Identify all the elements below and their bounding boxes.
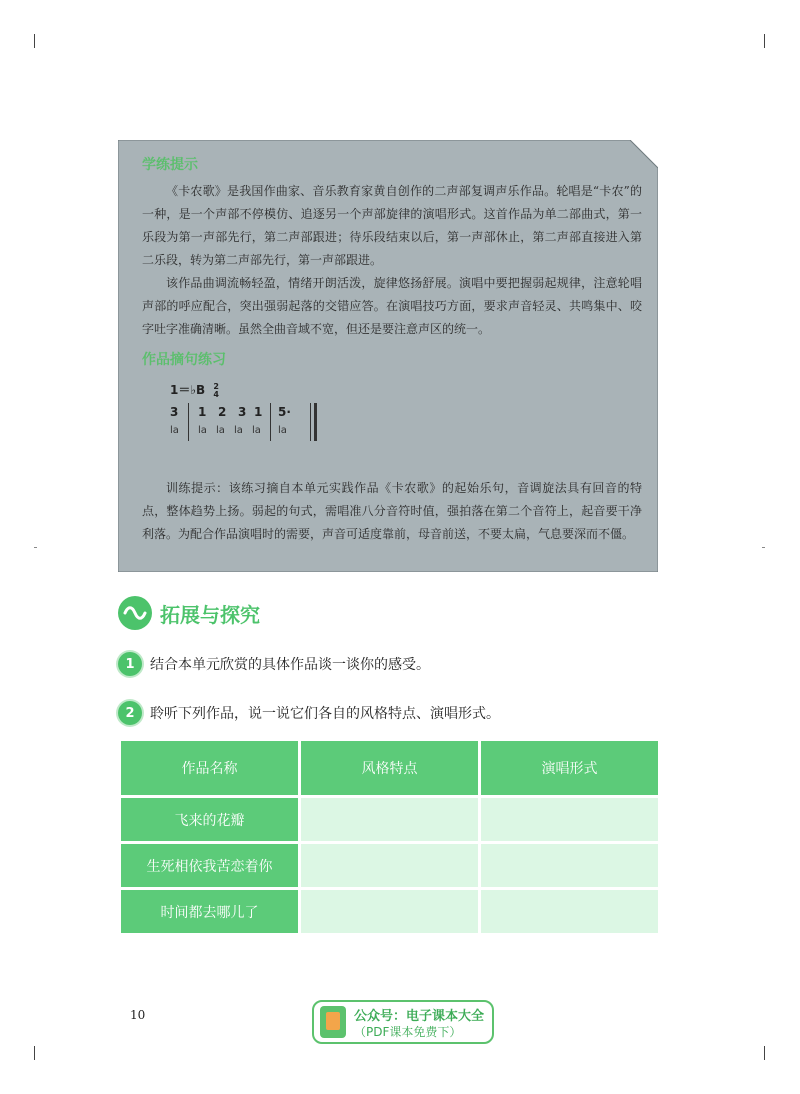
watermark-badge <box>312 1000 494 1044</box>
note: 5· <box>278 405 291 419</box>
explore-heading <box>118 595 260 631</box>
note: 3 <box>238 405 247 419</box>
table-row <box>121 890 658 933</box>
lyric: la <box>234 425 243 436</box>
crop-mark <box>762 547 765 548</box>
question-item <box>118 652 430 676</box>
work-name-cell: 时间都去哪儿了 <box>121 890 298 933</box>
excerpt-title: 作品摘句练习 <box>142 352 226 368</box>
study-hint-box <box>118 140 658 572</box>
question-number-badge: 1 <box>118 652 142 676</box>
final-bar-line <box>314 403 317 441</box>
lyric: la <box>252 425 261 436</box>
table-header-row <box>121 741 658 795</box>
bar-line <box>310 403 311 441</box>
note: 3 <box>170 405 179 419</box>
lyric: la <box>170 425 179 436</box>
form-answer-cell[interactable] <box>481 844 658 887</box>
music-notation <box>142 381 642 477</box>
style-answer-cell[interactable] <box>301 844 478 887</box>
crop-mark <box>764 1046 765 1060</box>
crop-mark <box>764 34 765 48</box>
work-name-cell: 生死相依我苦恋着你 <box>121 844 298 887</box>
badge-line-1: 公众号：电子课本大全 <box>354 1009 485 1024</box>
crop-mark <box>34 1046 35 1060</box>
column-header: 演唱形式 <box>481 741 658 795</box>
lyric: la <box>278 425 287 436</box>
question-text: 聆听下列作品，说一说它们各自的风格特点、演唱形式。 <box>150 706 500 722</box>
lyric: la <box>216 425 225 436</box>
question-text: 结合本单元欣赏的具体作品谈一谈你的感受。 <box>150 657 430 673</box>
bar-line <box>270 403 271 441</box>
column-header: 作品名称 <box>121 741 298 795</box>
question-number-badge: 2 <box>118 701 142 725</box>
explore-title: 拓展与探究 <box>160 602 260 627</box>
note: 1 <box>254 405 263 419</box>
page-number: 10 <box>130 1008 146 1022</box>
note: 1 <box>198 405 207 419</box>
form-answer-cell[interactable] <box>481 890 658 933</box>
book-icon <box>320 1006 346 1038</box>
table-row <box>121 844 658 887</box>
work-name-cell: 飞来的花瓣 <box>121 798 298 841</box>
wave-icon <box>118 596 152 630</box>
note: 2 <box>218 405 227 419</box>
question-item <box>118 701 500 725</box>
crop-mark <box>34 547 37 548</box>
time-signature: 2 4 <box>213 381 219 399</box>
crop-mark <box>34 34 35 48</box>
works-table <box>118 738 661 936</box>
badge-line-2: （PDF课本免费下） <box>354 1025 462 1039</box>
column-header: 风格特点 <box>301 741 478 795</box>
form-answer-cell[interactable] <box>481 798 658 841</box>
hint-title: 学练提示 <box>142 157 198 173</box>
bar-line <box>188 403 189 441</box>
key-signature: 1＝♭B 2 4 <box>170 381 219 399</box>
hint-paragraph: 该作品曲调流畅轻盈，情绪开朗活泼，旋律悠扬舒展。演唱中要把握弱起规律，注意轮唱声部的呼应配合，突出强弱起落的交错应答。在演唱技巧方面，要求声音轻灵、共鸣集中、咬字吐字准确清晰。虽然全曲音域不宽，但还是要注意声区的统一。 <box>142 276 642 336</box>
lyric: la <box>198 425 207 436</box>
hint-paragraph: 《卡农歌》是我国作曲家、音乐教育家黄自创作的二声部复调声乐作品。轮唱是“卡农”的一种，是一个声部不停模仿、追逐另一个声部旋律的演唱形式。这首作品为单二部曲式，第一乐段为第一声部先行，第二声部跟进；待乐段结束以后，第一声部休止，第二声部直接进入第二乐段，转为第二声部先行，第一声部跟进。 <box>142 184 642 267</box>
table-row <box>121 798 658 841</box>
style-answer-cell[interactable] <box>301 798 478 841</box>
training-tip: 训练提示：该练习摘自本单元实践作品《卡农歌》的起始乐句，音调旋法具有回音的特点，整体趋势上扬。弱起的句式，需唱准八分音符时值，强拍落在第二个音符上，起音要干净利落。为配合作品演唱时的需要，声音可适度靠前，母音前送，不要太扁，气息要深而不僵。 <box>142 481 642 541</box>
style-answer-cell[interactable] <box>301 890 478 933</box>
